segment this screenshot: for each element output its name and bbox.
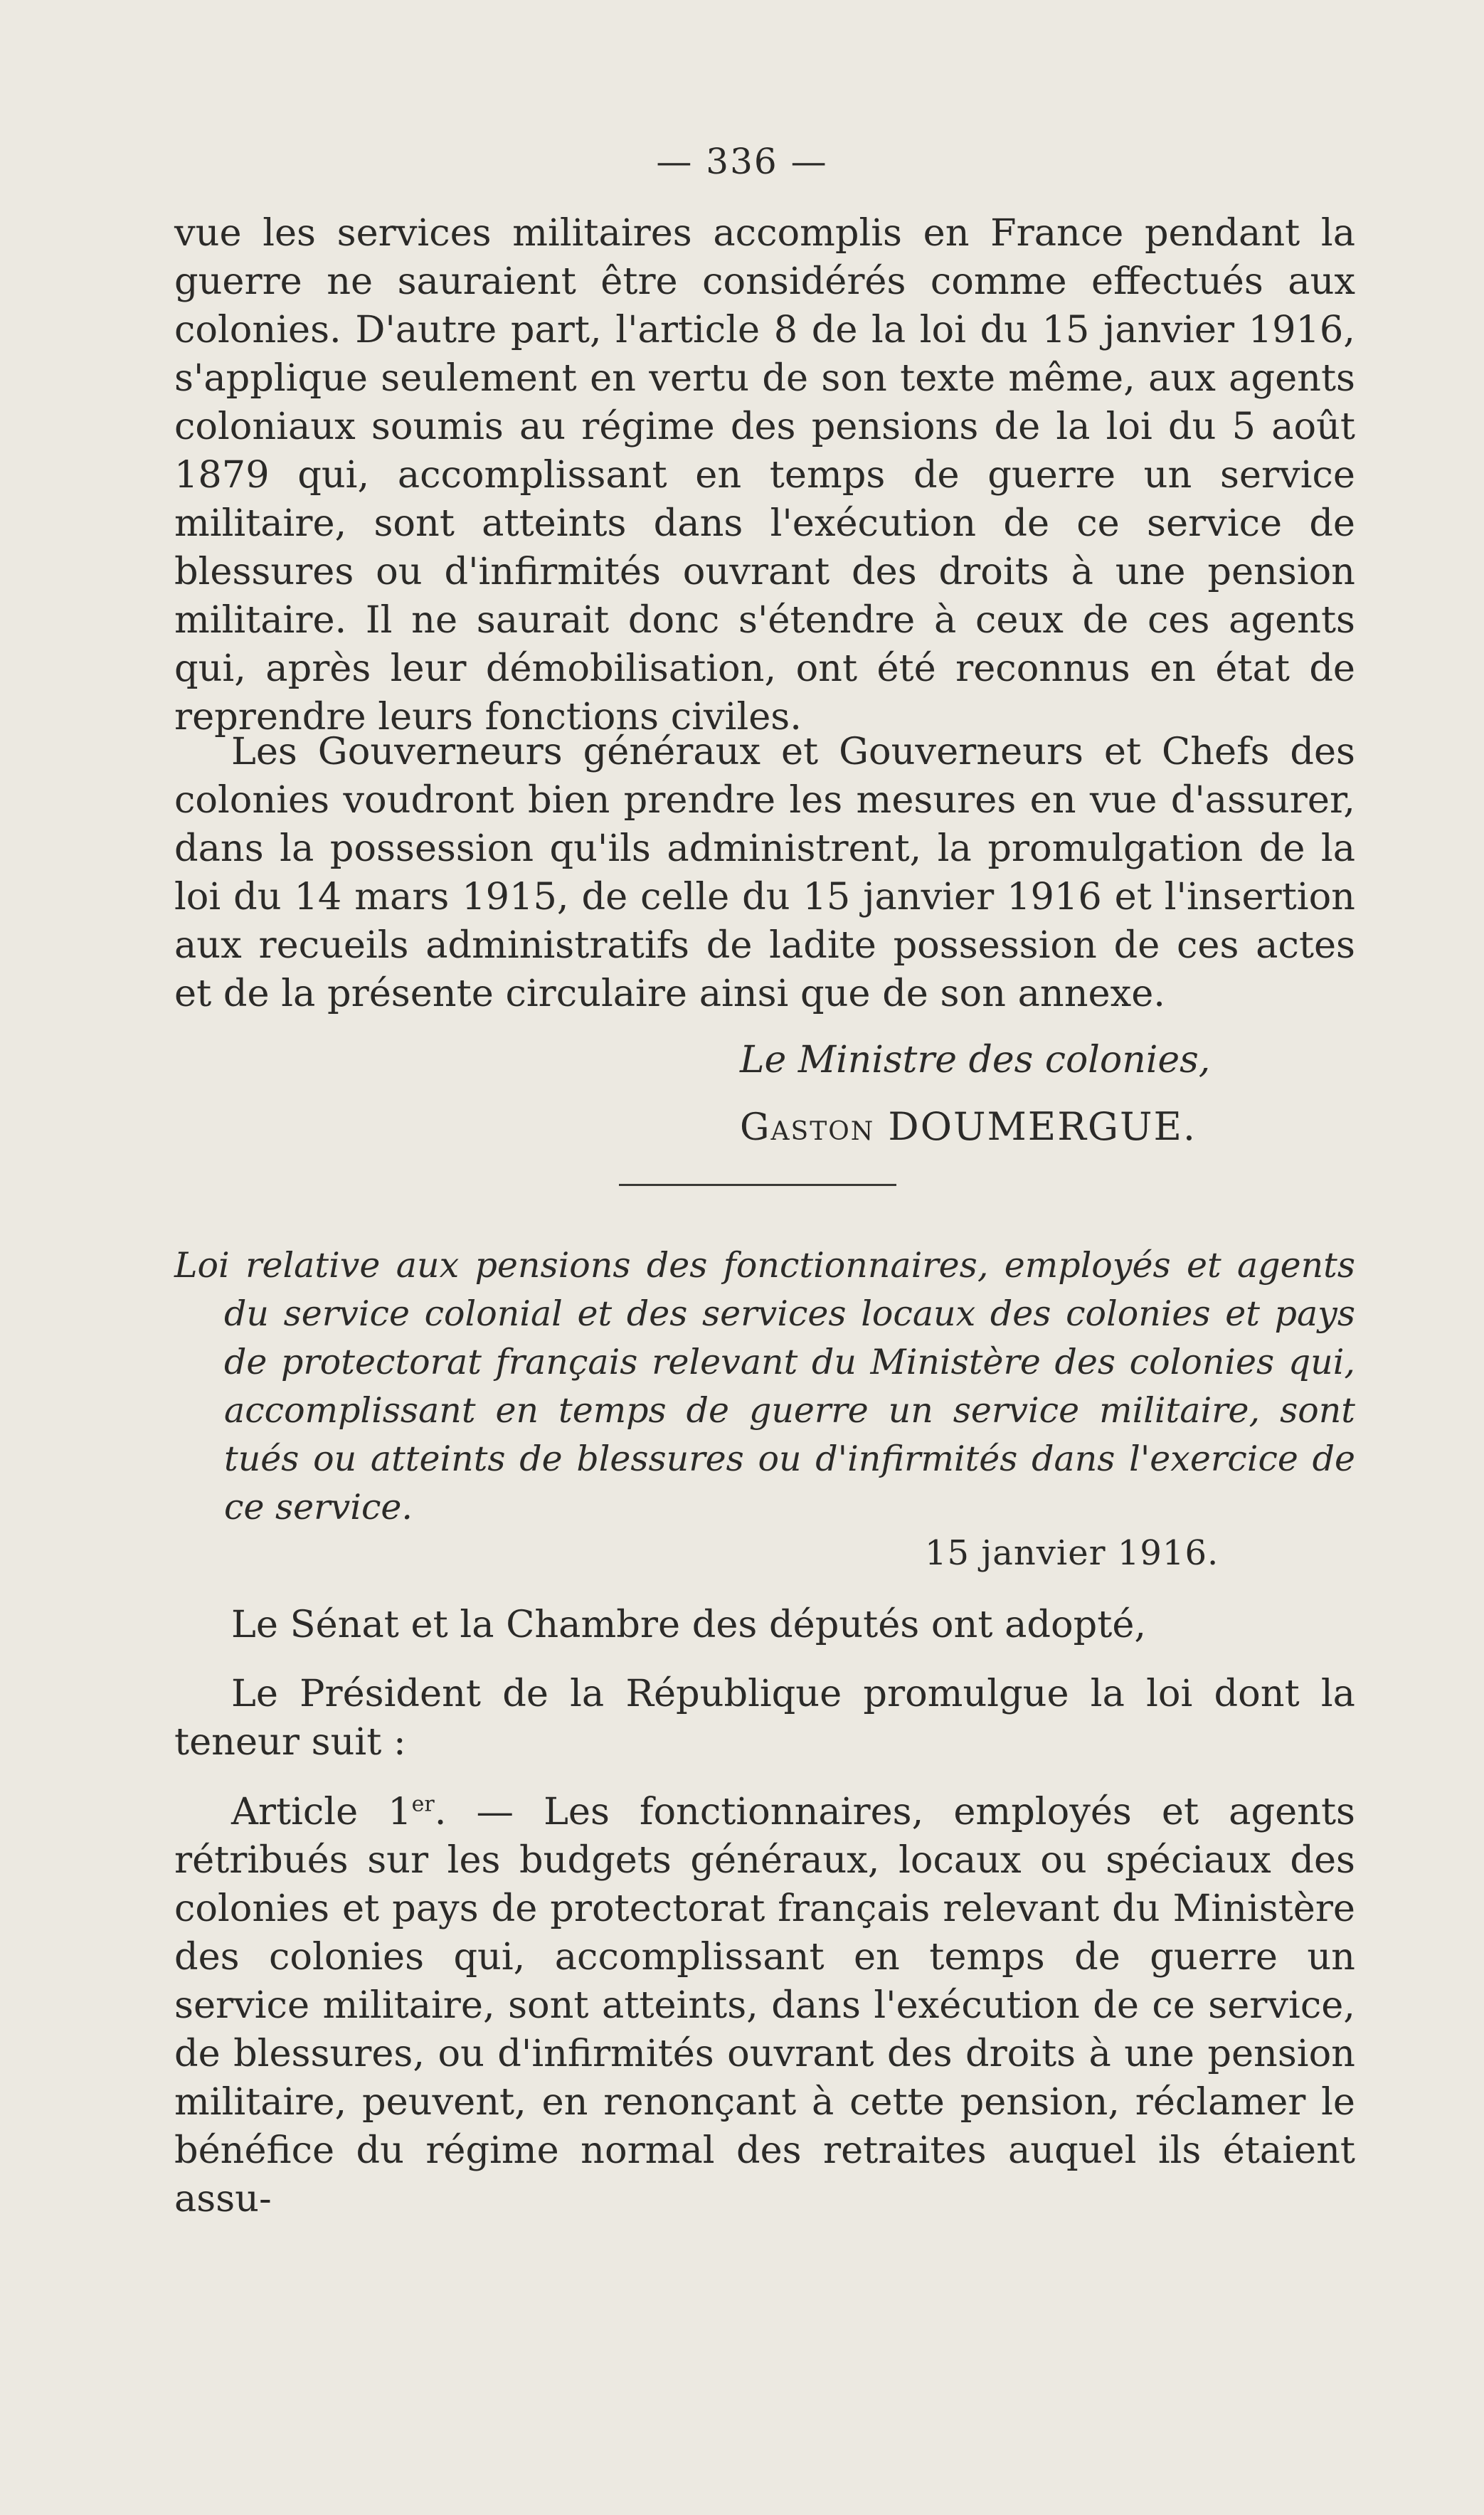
paragraph-adoption: Le Sénat et la Chambre des députés ont adopté, <box>231 1603 1147 1646</box>
signature-title: Le Ministre des colonies, <box>740 1039 1211 1081</box>
signature-last-name: DOUMERGUE. <box>888 1104 1197 1149</box>
article-label: Article 1 <box>231 1790 412 1833</box>
paragraph-instructions: Les Gouverneurs généraux et Gouverneurs et Chefs des colonies voudront bien prendre les mesures en vue d'assurer, dans la possession qu'ils administrent, la promulgation de la loi du 14 mars 1915, de celle du 15 janvier 1916 et l'insertion aux recueils administratifs de ladite possession de ces actes et de la présente circulaire ainsi que de son annexe. <box>174 730 1355 1015</box>
section-divider <box>619 1184 896 1186</box>
article-label-superscript: er <box>411 1791 435 1817</box>
law-date: 15 janvier 1916. <box>925 1533 1219 1573</box>
page-number: — 336 — <box>656 141 828 182</box>
article-text: . — Les fonctionnaires, employés et agents rétribués sur les budgets généraux, locaux ou spéciaux des colonies et pays de protectorat français relevant du Ministère des colonies qui, accomplissant en temps de guerre un service militaire, sont atteints, dans l'exécution de ce service, de blessures, ou d'infirmités ouvrant des droits à une pension militaire, peuvent, en renonçant à cette pension, réclamer le bénéfice du régime normal des retraites auquel ils étaient assu- <box>174 1790 1355 2220</box>
signature-first-name: Gaston <box>740 1106 875 1149</box>
law-title: Loi relative aux pensions des fonctionnaires, employés et agents du service colonial et des services locaux des colonies et pays de protectorat français relevant du Ministère des colonies qui, accomplissant en temps de guerre un service militaire, sont tués ou atteints de blessures ou d'infirmités dans l'exercice de ce service. <box>174 1245 1355 1527</box>
paragraph-continuation: vue les services militaires accomplis en France pendant la guerre ne sauraient être considérés comme effectués aux colonies. D'autre part, l'article 8 de la loi du 15 janvier 1916, s'applique seulement en vertu de son texte même, aux agents coloniaux soumis au régime des pensions de la loi du 5 août 1879 qui, accomplissant en temps de guerre un service militaire, sont atteints dans l'exécution de ce service de blessures ou d'infirmités ouvrant des droits à une pension militaire. Il ne saurait donc s'étendre à ceux de ces agents qui, après leur démobilisation, ont été reconnus en état de reprendre leurs fonctions civiles. <box>174 211 1355 738</box>
signature-name <box>740 1104 1197 1149</box>
article-1 <box>174 1788 1355 2223</box>
paragraph-promulgation: Le Président de la République promulgue la loi dont la teneur suit : <box>174 1672 1355 1764</box>
